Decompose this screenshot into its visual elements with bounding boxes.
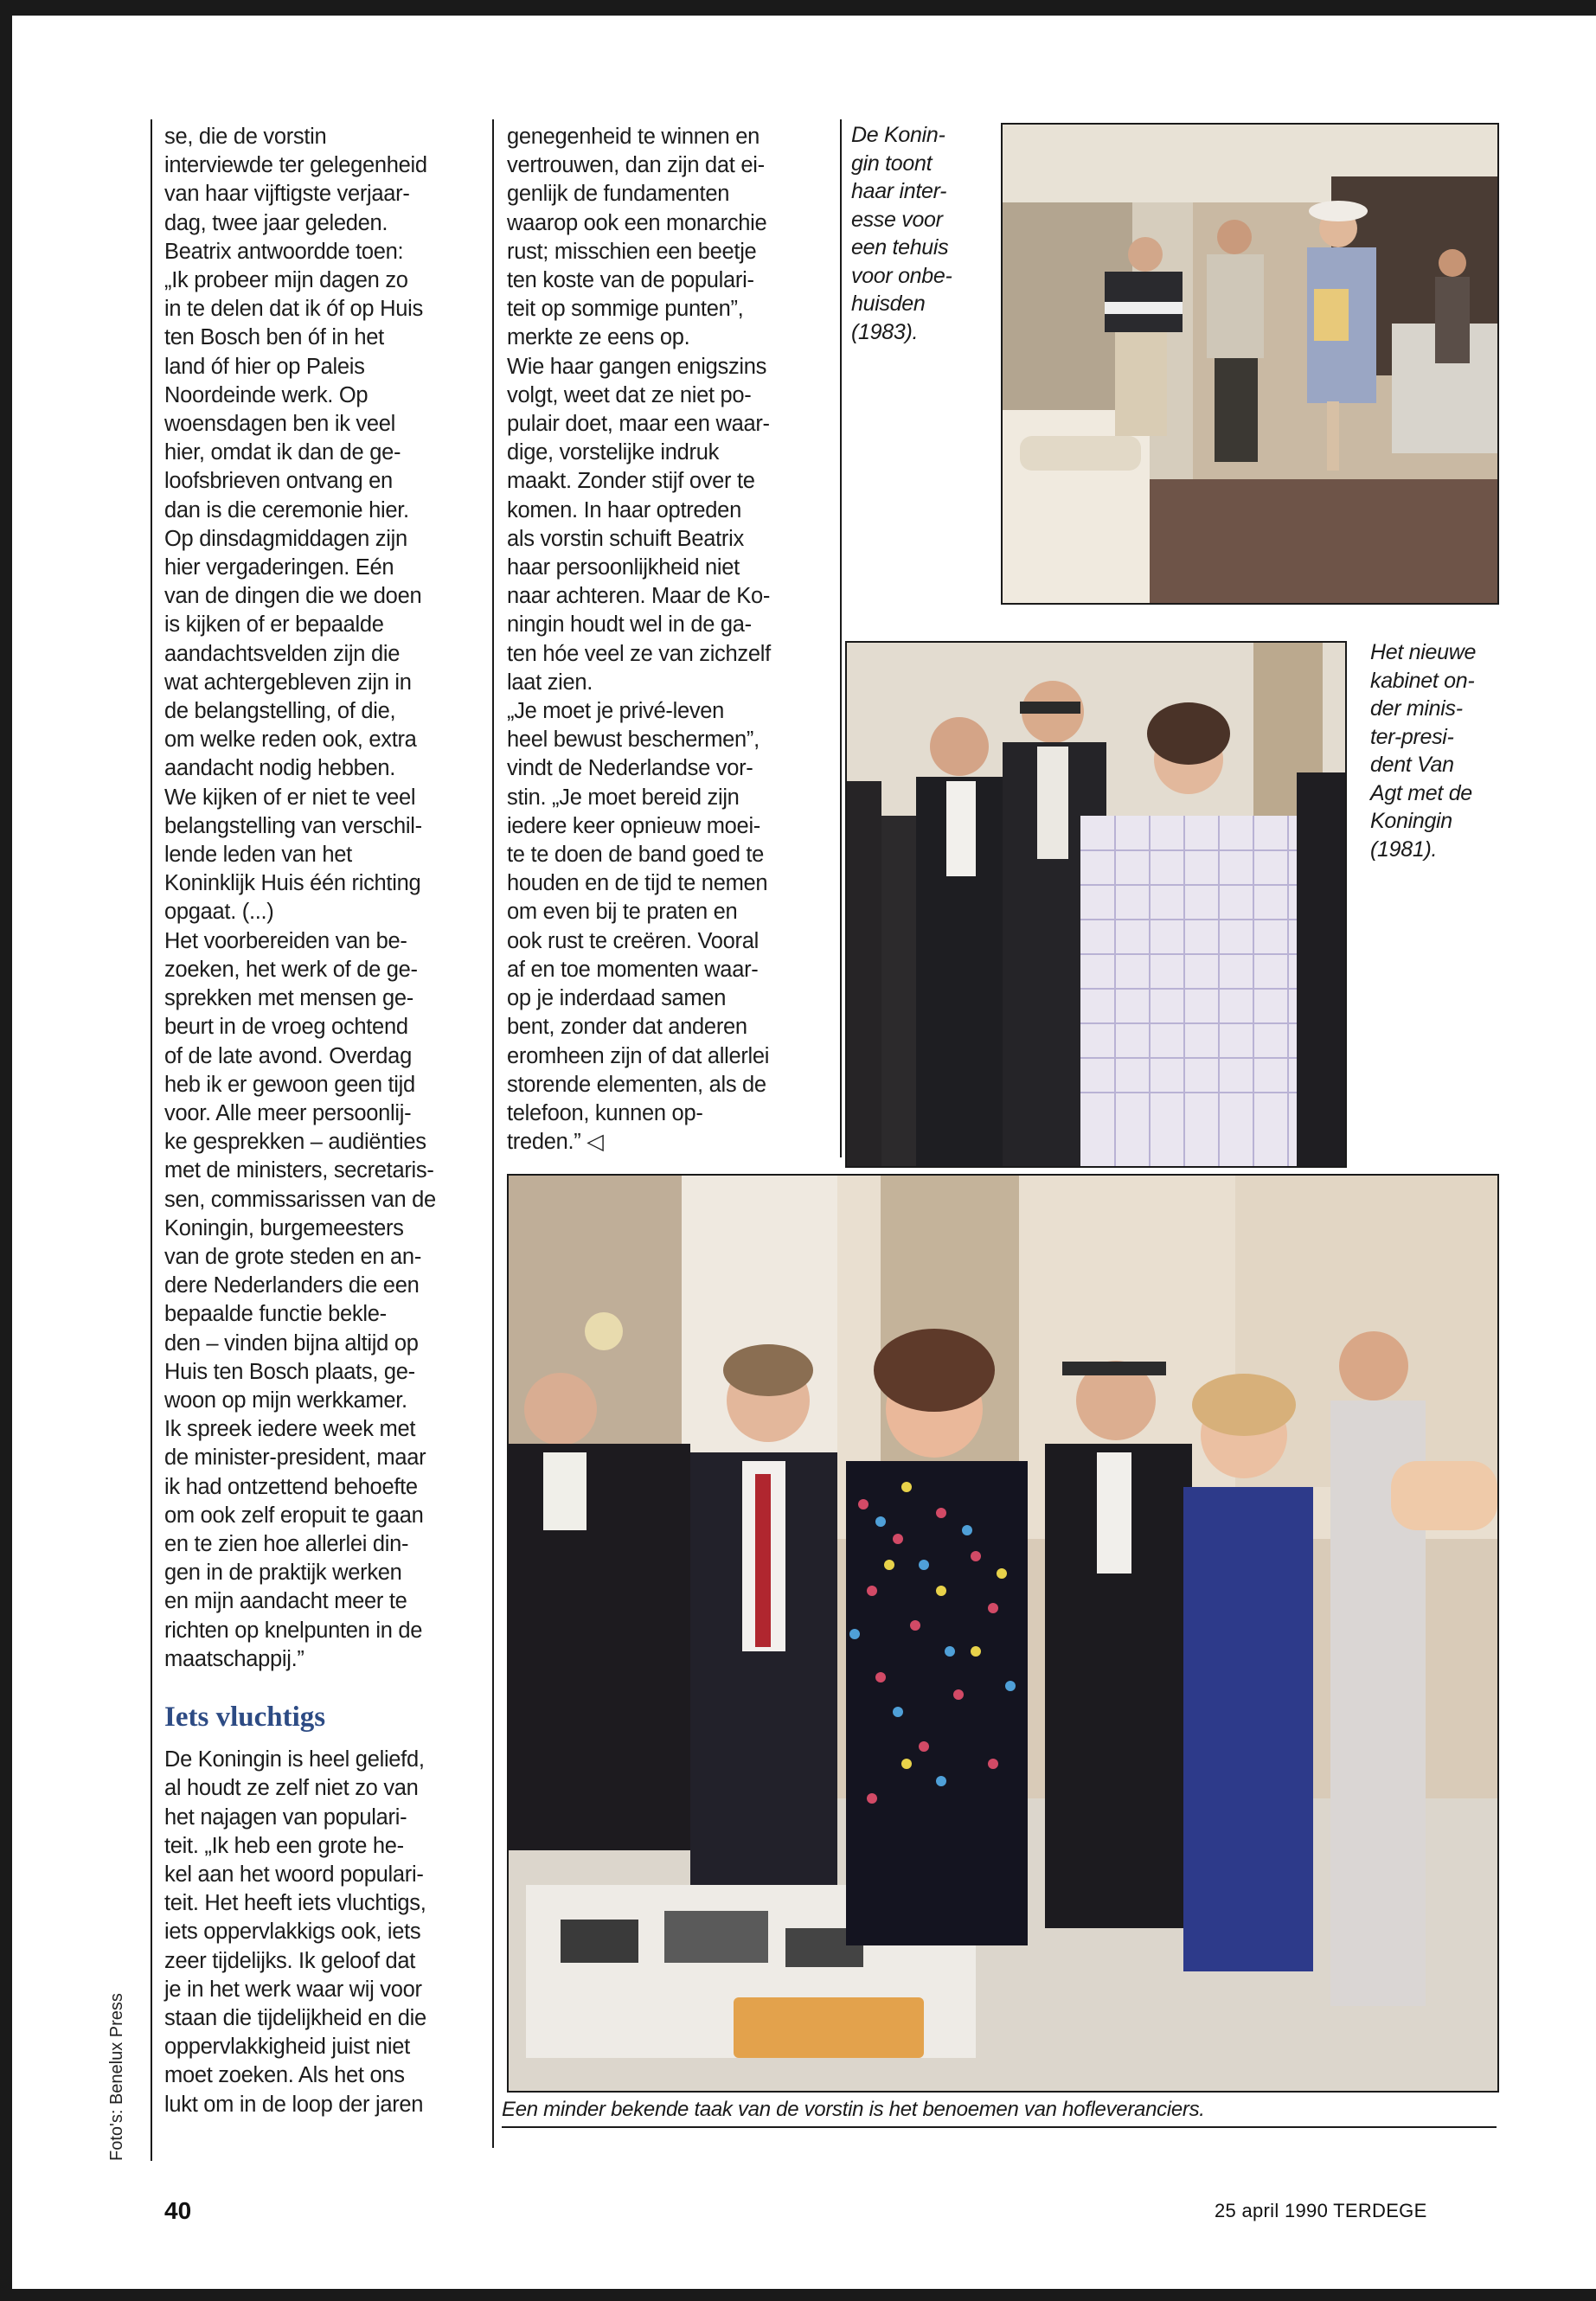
column-divider: [151, 119, 152, 2161]
photo-credit: Foto's: Benelux Press: [107, 1993, 126, 2161]
issue-date-magazine: 25 april 1990 TERDEGE: [1215, 2200, 1427, 2221]
column-divider: [840, 119, 842, 1157]
page-number: 40: [164, 2197, 192, 2224]
photo-shelter-visit: [1001, 123, 1499, 605]
photo-cabinet-van-agt: [845, 641, 1347, 1168]
photo-caption-purveyors: Een minder bekende taak van de vorstin is het benoemen van hofleveranciers.: [502, 2098, 1205, 2121]
photo-caption-cabinet: Het nieuwe kabinet on- der minis- ter-presi- dent Van Agt met de Koningin (1981).: [1370, 640, 1477, 862]
article-body-text: genegenheid te winnen en vertrouwen, dan zijn dat ei- genlijk de fundamenten waarop ook een monarchie rust; misschien een beetje ten koste van de populari- teit op sommige punten”, merkte ze eens op. Wie haar gangen enigszins volgt, weet dat ze niet po- pulair doet, maar een waar- dige, vorstelijke indruk maakt. Zonder stijf over te komen. In haar optreden als vorstin schuift Beatrix haar persoonlijkheid niet naar achteren. Maar de Ko- ningin houdt wel in de ga- ten hóe veel ze van zichzelf laat zien. „Je moet je privé-leven heel bewust beschermen”, vindt de Nederlandse vor- stin. „Je moet bereid zijn iedere keer opnieuw moei- te te doen de band goed te houden en de tijd te nemen om even bij te praten en ook rust te creëren. Vooral af en toe momenten waar- op je inderdaad samen bent, zonder dat anderen eromheen zijn of dat allerlei storende elementen, als de telefoon, kunnen op- treden.” ◁: [507, 125, 771, 1155]
article-column-1: [164, 123, 484, 2119]
photo-caption-shelter-visit: De Konin- gin toont haar inter- esse voor een tehuis voor onbe- huisden (1983).: [851, 123, 952, 344]
article-column-2: [507, 123, 836, 1157]
section-heading: Iets vluchtigs: [164, 1701, 326, 1733]
article-body-text: De Koningin is heel geliefd, al houdt ze zelf niet zo van het najagen van populari- teit. „Ik heb een grote he- kel aan het woord populari- teit. Het heeft iets vluchtigs, iets oppervlakkigs ook, iets zeer tijdelijks. Ik geloof dat je in het werk waar wij voor staan die tijdelijkheid en die oppervlakkigheid juist niet moet zoeken. Als het ons lukt om in de loop der jaren: [164, 1747, 426, 2117]
photo-court-purveyors: [507, 1174, 1499, 2093]
column-divider: [492, 119, 494, 2148]
magazine-page: [12, 16, 1596, 2289]
article-body-text: se, die de vorstin interviewde ter gelegenheid van haar vijftigste verjaar- dag, twee jaar geleden. Beatrix antwoordde toen: „Ik probeer mijn dagen zo in te delen dat ik óf op Huis ten Bosch ben óf in het land óf hier op Paleis Noordeinde werk. Op woensdagen ben ik veel hier, omdat ik dan de ge- loofsbrieven ontvang en dan is die ceremonie hier. Op dinsdagmiddagen zijn hier vergaderingen. Eén van de dingen die we doen is kijken of er bepaalde aandachtsvelden zijn die wat achtergebleven zijn in de belangstelling, of die, om welke reden ook, extra aandacht nodig hebben. We kijken of er niet te veel belangstelling van verschil- lende leden van het Koninklijk Huis één richting opgaat. (...) Het voorbereiden van be- zoeken, het werk of de ge- sprekken met mensen ge- beurt in de vroeg ochtend of de late avond. Overdag heb ik er gewoon geen tijd voor. Alle meer persoonlij- ke gesprekken – audiënties met de ministers, secretaris- sen, commissarissen van de Koningin, burgemeesters van de grote steden en an- dere Nederlanders die een bepaalde functie bekle- den – vinden bijna altijd op Huis ten Bosch plaats, ge- woon op mijn werkkamer. Ik spreek iedere week met de minister-president, maar ik had ontzettend behoefte om ook zelf eropuit te gaan en te zien hoe allerlei din- gen in de praktijk werken en mijn aandacht meer te richten op knelpunten in de maatschappij.”: [164, 125, 436, 1671]
caption-divider: [502, 2126, 1497, 2128]
